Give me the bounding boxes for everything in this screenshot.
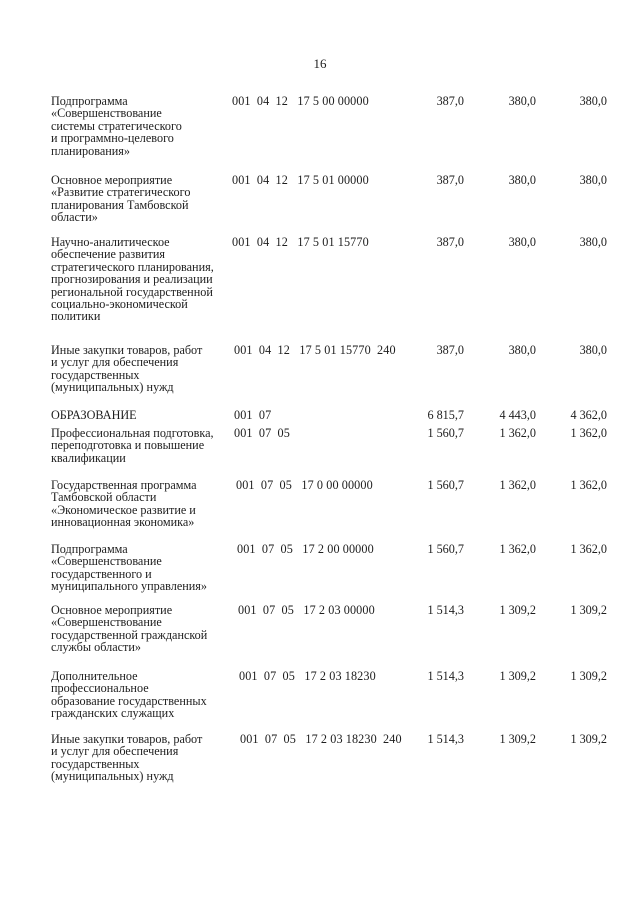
row-value-2: 1 309,2: [499, 732, 536, 746]
row-value-3: 380,0: [579, 94, 607, 108]
row-value-2: 1 362,0: [499, 478, 536, 492]
row-value-2: 1 309,2: [499, 603, 536, 617]
row-value-3: 1 362,0: [570, 426, 607, 440]
row-code: 001 07: [234, 408, 272, 422]
row-value-1: 387,0: [436, 235, 464, 249]
row-value-2: 1 309,2: [499, 669, 536, 683]
row-code: 001 07 05: [234, 426, 290, 440]
row-value-2: 380,0: [508, 173, 536, 187]
row-value-2: 380,0: [508, 94, 536, 108]
row-code: 001 04 12 17 5 01 15770: [232, 235, 369, 249]
row-name: Дополнительное профессиональное образование государственных гражданских служащих: [51, 669, 207, 721]
row-name: Основное мероприятие «Развитие стратегического планирования Тамбовской области»: [51, 173, 191, 225]
row-name: Подпрограмма «Совершенствование системы стратегического и программно-целевого планирования»: [51, 94, 182, 158]
row-name: ОБРАЗОВАНИЕ: [51, 408, 137, 422]
row-name: Государственная программа Тамбовской области «Экономическое развитие и инновационная экономика»: [51, 478, 197, 530]
row-code: 001 04 12 17 5 01 00000: [232, 173, 369, 187]
row-code: 001 07 05 17 2 03 18230 240: [240, 732, 402, 746]
row-code: 001 04 12 17 5 01 15770 240: [234, 343, 396, 357]
row-value-3: 1 362,0: [570, 542, 607, 556]
row-value-3: 1 309,2: [570, 732, 607, 746]
row-name: Профессиональная подготовка, переподготовка и повышение квалификации: [51, 426, 214, 465]
row-value-1: 1 514,3: [427, 603, 464, 617]
row-name: Научно-аналитическое обеспечение развития стратегического планирования, прогнозирования и реализации региональной государственной социально-экономической политики: [51, 235, 214, 324]
row-value-1: 387,0: [436, 173, 464, 187]
row-code: 001 07 05 17 2 00 00000: [237, 542, 374, 556]
row-value-2: 380,0: [508, 343, 536, 357]
row-name: Основное мероприятие «Совершенствование государственной гражданской службы области»: [51, 603, 208, 655]
row-value-2: 380,0: [508, 235, 536, 249]
row-value-2: 1 362,0: [499, 542, 536, 556]
row-code: 001 07 05 17 2 03 00000: [238, 603, 375, 617]
row-value-1: 387,0: [436, 94, 464, 108]
row-value-3: 380,0: [579, 343, 607, 357]
row-name: Иные закупки товаров, работ и услуг для обеспечения государственных (муниципальных) нужд: [51, 732, 203, 784]
row-value-3: 4 362,0: [570, 408, 607, 422]
row-value-3: 1 309,2: [570, 603, 607, 617]
row-value-3: 380,0: [579, 173, 607, 187]
row-code: 001 07 05 17 0 00 00000: [236, 478, 373, 492]
row-value-1: 1 560,7: [427, 542, 464, 556]
row-value-1: 387,0: [436, 343, 464, 357]
row-value-1: 1 514,3: [427, 669, 464, 683]
row-name: Подпрограмма «Совершенствование государственного и муниципального управления»: [51, 542, 207, 594]
row-code: 001 07 05 17 2 03 18230: [239, 669, 376, 683]
row-value-1: 6 815,7: [427, 408, 464, 422]
row-value-3: 1 362,0: [570, 478, 607, 492]
row-value-2: 1 362,0: [499, 426, 536, 440]
row-value-1: 1 560,7: [427, 426, 464, 440]
page-number: 16: [313, 56, 327, 71]
row-value-3: 380,0: [579, 235, 607, 249]
row-value-1: 1 560,7: [427, 478, 464, 492]
row-name: Иные закупки товаров, работ и услуг для обеспечения государственных (муниципальных) нужд: [51, 343, 203, 395]
row-value-3: 1 309,2: [570, 669, 607, 683]
row-code: 001 04 12 17 5 00 00000: [232, 94, 369, 108]
row-value-2: 4 443,0: [499, 408, 536, 422]
row-value-1: 1 514,3: [427, 732, 464, 746]
